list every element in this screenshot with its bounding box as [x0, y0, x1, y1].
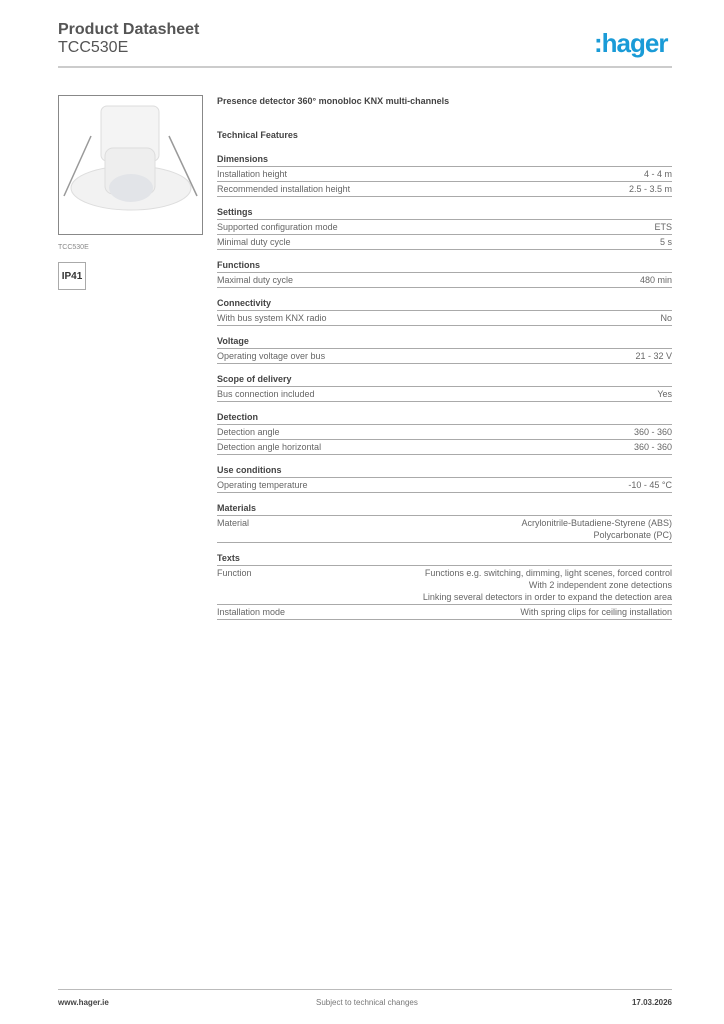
spec-row: [217, 516, 672, 543]
spec-row: [217, 349, 672, 364]
spec-section: [217, 464, 672, 493]
spec-label: Bus connection included: [217, 389, 315, 399]
spec-row: [217, 387, 672, 402]
hager-logo: :hager: [594, 28, 668, 58]
footer-notice: Subject to technical changes: [316, 998, 418, 1007]
spec-row: [217, 220, 672, 235]
spec-label: Installation height: [217, 169, 288, 179]
spec-value-line: Yes: [657, 389, 672, 399]
spec-value: [423, 567, 672, 603]
spec-label: Maximal duty cycle: [217, 275, 294, 285]
presence-detector-image: [59, 96, 202, 234]
spec-row: [217, 235, 672, 250]
spec-row: [217, 425, 672, 440]
spec-value-line: Linking several detectors in order to expand the detection area: [422, 592, 672, 602]
spec-value-line: ETS: [654, 222, 672, 232]
ip-rating-badge: IP41: [58, 262, 86, 290]
section-title: Connectivity: [217, 297, 672, 311]
product-reference: TCC530E: [58, 39, 129, 56]
spec-label: Minimal duty cycle: [217, 237, 291, 247]
spec-value-line: With 2 independent zone detections: [528, 580, 672, 590]
spec-value: [521, 517, 672, 541]
spec-row: [217, 478, 672, 493]
spec-section: [217, 373, 672, 402]
product-image: [58, 95, 203, 235]
spec-value: [635, 350, 672, 362]
spec-value: [657, 388, 672, 400]
spec-value: [654, 221, 672, 233]
spec-value: [660, 312, 672, 324]
spec-row: [217, 182, 672, 197]
spec-value-line: No: [660, 313, 672, 323]
footer-date: 17.03.2026: [631, 998, 672, 1007]
technical-content: [217, 96, 672, 620]
spec-value-line: 360 - 360: [633, 427, 672, 437]
spec-value: [640, 274, 672, 286]
spec-row: [217, 273, 672, 288]
spec-label: Material: [217, 518, 250, 528]
spec-value-line: 360 - 360: [633, 442, 672, 452]
spec-value-line: 2.5 - 3.5 m: [628, 184, 672, 194]
spec-value: [628, 479, 672, 491]
section-title: Scope of delivery: [217, 373, 672, 387]
spec-label: Operating temperature: [217, 480, 308, 490]
spec-row: [217, 167, 672, 182]
section-title: Dimensions: [217, 153, 672, 167]
spec-value: [634, 441, 672, 453]
spec-value-line: With spring clips for ceiling installation: [520, 607, 672, 617]
footer-website: www.hager.ie: [58, 998, 109, 1007]
spec-label: With bus system KNX radio: [217, 313, 327, 323]
header-divider: [58, 66, 672, 68]
spec-label: Detection angle horizontal: [217, 442, 322, 452]
technical-features-title: Technical Features: [217, 130, 298, 140]
spec-section: [217, 411, 672, 455]
spec-value-line: 480 min: [639, 275, 672, 285]
spec-section: [217, 153, 672, 197]
spec-value: [660, 236, 672, 248]
section-title: Materials: [217, 502, 672, 516]
section-title: Functions: [217, 259, 672, 273]
page-title: Product Datasheet: [58, 21, 200, 38]
spec-label: Function: [217, 568, 252, 578]
spec-value: [634, 426, 672, 438]
spec-value: [644, 168, 672, 180]
spec-row: [217, 311, 672, 326]
spec-label: Detection angle: [217, 427, 280, 437]
spec-section: [217, 259, 672, 288]
spec-row: [217, 566, 672, 605]
spec-value: [629, 183, 672, 195]
spec-value-line: -10 - 45 °C: [628, 480, 672, 490]
spec-section: [217, 502, 672, 543]
spec-section: [217, 297, 672, 326]
footer-divider: [58, 989, 672, 990]
product-description: Presence detector 360° monobloc KNX multi-channels: [217, 96, 450, 106]
image-caption: TCC530E: [58, 244, 89, 251]
spec-section: [217, 335, 672, 364]
spec-value-line: Polycarbonate (PC): [593, 530, 672, 540]
spec-row: [217, 440, 672, 455]
spec-row: [217, 605, 672, 620]
section-title: Texts: [217, 552, 672, 566]
spec-value-line: Acrylonitrile-Butadiene-Styrene (ABS): [521, 518, 672, 528]
spec-value-line: 4 - 4 m: [643, 169, 672, 179]
spec-label: Recommended installation height: [217, 184, 351, 194]
section-title: Use conditions: [217, 464, 672, 478]
spec-section: [217, 206, 672, 250]
spec-value: [520, 606, 672, 618]
spec-label: Supported configuration mode: [217, 222, 338, 232]
spec-label: Installation mode: [217, 607, 286, 617]
spec-label: Operating voltage over bus: [217, 351, 326, 361]
section-title: Detection: [217, 411, 672, 425]
spec-value-line: 21 - 32 V: [635, 351, 672, 361]
section-title: Settings: [217, 206, 672, 220]
section-title: Voltage: [217, 335, 672, 349]
spec-value-line: Functions e.g. switching, dimming, light scenes, forced control: [424, 568, 672, 578]
spec-value-line: 5 s: [659, 237, 672, 247]
spec-section: [217, 552, 672, 620]
